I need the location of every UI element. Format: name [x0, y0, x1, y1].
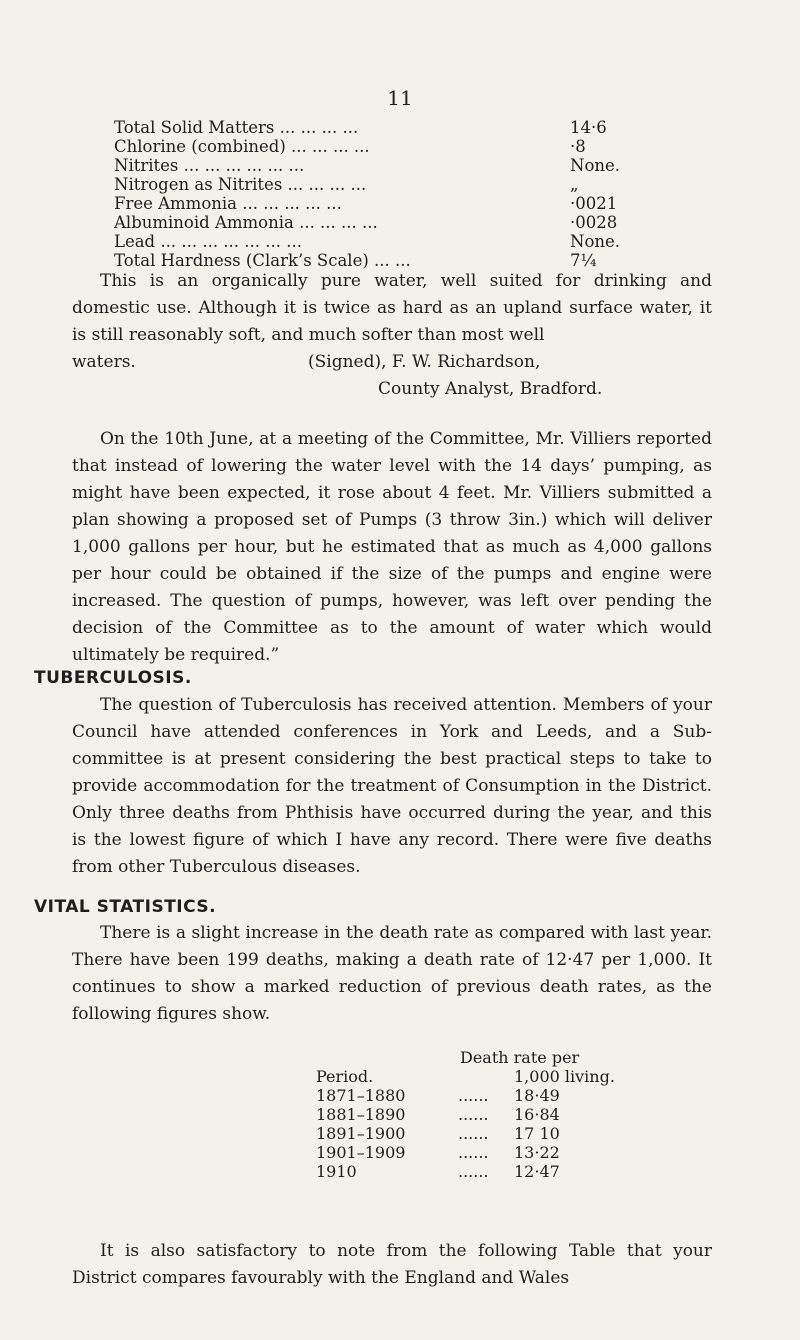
analysis-label: Chlorine (combined) ... ... ... ...: [114, 137, 370, 156]
page-number: 11: [387, 86, 413, 110]
analysis-value: ·0028: [570, 213, 618, 232]
vital-statistics-paragraph: There is a slight increase in the death rate as compared with last year. There have been 199 deaths, making a death rate of 12·47 per 1,000. It continues to show a marked reduction of previous death rates, as the following figures show.: [72, 923, 712, 1024]
period-cell: 1901–1909: [316, 1143, 406, 1162]
analysis-row: [114, 175, 674, 194]
water-analysis-table: [114, 118, 674, 270]
table-header-row: [316, 1067, 656, 1086]
analysis-label: Total Hardness (Clark’s Scale) ... ...: [114, 251, 411, 270]
leader-dots: ......: [458, 1124, 489, 1143]
rate-cell: 16·84: [514, 1105, 560, 1124]
leader-dots: ......: [458, 1086, 489, 1105]
tuberculosis-paragraph: The question of Tuberculosis has received attention. Members of your Council have attended conferences in York and Leeds, and a Sub-committee is at present considering the best practical steps to take to provide accommodation for the treatment of Consumption in the District. Only three deaths from Phthisis have occurred during the year, and this is the lowest figure of which I have any record. There were five deaths from other Tuberculous diseases.: [72, 695, 712, 877]
analysis-label: Nitrites ... ... ... ... ... ...: [114, 156, 305, 175]
analysis-value: ·0021: [570, 194, 618, 213]
leader-dots: ......: [458, 1143, 489, 1162]
vital-statistics-heading: VITAL STATISTICS.: [34, 897, 217, 917]
table-header-period: Period.: [316, 1067, 374, 1086]
report-last-word: waters.: [72, 352, 136, 372]
leader-dots: ......: [458, 1162, 489, 1181]
death-rate-table: [316, 1048, 656, 1181]
period-cell: 1910: [316, 1162, 357, 1181]
analysis-row: [114, 194, 674, 213]
analysis-value: 7¼: [570, 251, 597, 270]
analysis-label: Lead ... ... ... ... ... ... ...: [114, 232, 302, 251]
analysis-label: Free Ammonia ... ... ... ... ...: [114, 194, 342, 213]
rate-cell: 17 10: [514, 1124, 560, 1143]
table-header-living: 1,000 living.: [514, 1067, 615, 1086]
analyst-report: [72, 268, 712, 403]
analysis-row: [114, 232, 674, 251]
table-row: [316, 1143, 656, 1162]
rate-cell: 13·22: [514, 1143, 560, 1162]
analysis-value: None.: [570, 156, 621, 175]
rate-cell: 12·47: [514, 1162, 560, 1181]
analysis-label: Albuminoid Ammonia ... ... ... ...: [114, 213, 378, 232]
closing-paragraph: It is also satisfactory to note from the following Table that your District compares favourably with the England and Wales: [72, 1241, 712, 1288]
signature-line: [72, 349, 712, 376]
period-cell: 1881–1890: [316, 1105, 406, 1124]
signature: (Signed), F. W. Richardson,: [308, 352, 541, 372]
committee-paragraph: On the 10th June, at a meeting of the Committee, Mr. Villiers reported that instead of lowering the water level with the 14 days’ pumping, as might have been expected, it rose about 4 feet. Mr. Villiers submitted a plan showing a proposed set of Pumps (3 throw 3in.) which will deliver 1,000 gallons per hour, but he estimated that as much as 4,000 gallons per hour could be obtained if the size of the pumps and engine were increased. The question of pumps, however, was left over pending the decision of the Committee as to the amount of water which would ultimately be required.”: [72, 429, 712, 665]
table-row: [316, 1086, 656, 1105]
analysis-value: ·8: [570, 137, 586, 156]
report-text: This is an organically pure water, well suited for drinking and domestic use. Although it is twice as hard as an upland surface water, it is still reasonably soft, and much softer than most well: [72, 271, 712, 345]
analysis-value: „: [570, 175, 579, 194]
analysis-label: Nitrogen as Nitrites ... ... ... ...: [114, 175, 367, 194]
tuberculosis-heading: TUBERCULOSIS.: [34, 668, 192, 688]
analysis-row: [114, 156, 674, 175]
table-header-rate: Death rate per: [460, 1048, 580, 1067]
analyst-title: County Analyst, Bradford.: [378, 379, 603, 399]
table-row: [316, 1105, 656, 1124]
rate-cell: 18·49: [514, 1086, 560, 1105]
analysis-value: None.: [570, 232, 621, 251]
table-row: [316, 1162, 656, 1181]
analysis-label: Total Solid Matters ... ... ... ...: [114, 118, 359, 137]
analysis-row: [114, 118, 674, 137]
analysis-row: [114, 213, 674, 232]
analysis-row: [114, 137, 674, 156]
leader-dots: ......: [458, 1105, 489, 1124]
period-cell: 1871–1880: [316, 1086, 406, 1105]
table-row: [316, 1124, 656, 1143]
analysis-value: 14·6: [570, 118, 607, 137]
period-cell: 1891–1900: [316, 1124, 406, 1143]
